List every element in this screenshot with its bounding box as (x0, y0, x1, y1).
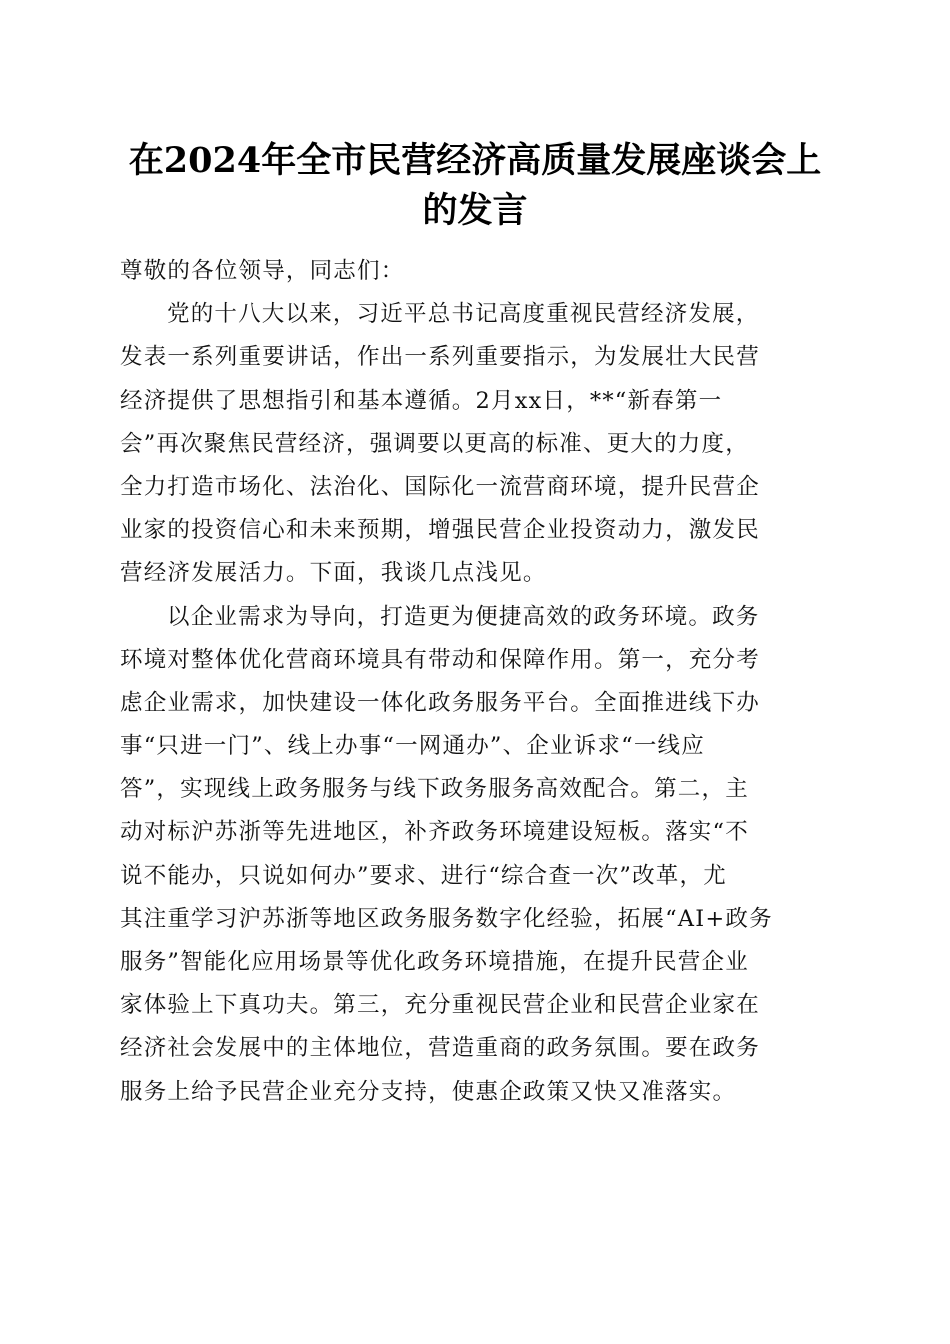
paragraph-line: 事“只进一门”、线上办事“一网通办”、企业诉求“一线应 (120, 733, 705, 760)
paragraph-line: 服务上给予民营企业充分支持，使惠企政策又快又准落实。 (120, 1078, 737, 1105)
title-line: 在2024年全市民营经济高质量发展座谈会上 (128, 140, 822, 181)
paragraph-line: 经济社会发展中的主体地位，营造重商的政务氛围。要在政务 (120, 1035, 760, 1062)
paragraph-line: 经济提供了思想指引和基本遵循。2月xx日，**“新春第一 (120, 387, 723, 414)
paragraph-line: 答”，实现线上政务服务与线下政务服务高效配合。第二，主 (120, 776, 749, 803)
paragraph-line: 会”再次聚焦民营经济，强调要以更高的标准、更大的力度， (120, 430, 749, 457)
paragraph-line: 营经济发展活力。下面，我谈几点浅见。 (120, 560, 547, 587)
document-title (100, 136, 850, 236)
paragraph-line: 其注重学习沪苏浙等地区政务服务数字化经验，拓展“AI+政务 (120, 905, 773, 932)
paragraph-line: 以企业需求为导向，打造更为便捷高效的政务环境。政务 (167, 603, 760, 630)
paragraph-line: 虑企业需求，加快建设一体化政务服务平台。全面推进线下办 (120, 689, 760, 716)
paragraph-line: 党的十八大以来，习近平总书记高度重视民营经济发展， (167, 301, 760, 328)
paragraph-line: 家体验上下真功夫。第三，充分重视民营企业和民营企业家在 (120, 992, 760, 1019)
title-line: 的发言 (422, 190, 528, 231)
document-body (120, 250, 830, 1114)
paragraph-line: 业家的投资信心和未来预期，增强民营企业投资动力，激发民 (120, 517, 760, 544)
paragraph-line: 全力打造市场化、法治化、国际化一流营商环境，提升民营企 (120, 473, 760, 500)
paragraph-line: 发表一系列重要讲话，作出一系列重要指示，为发展壮大民营 (120, 344, 760, 371)
paragraph-line: 环境对整体优化营商环境具有带动和保障作用。第一，充分考 (120, 646, 760, 673)
paragraph-line: 动对标沪苏浙等先进地区，补齐政务环境建设短板。落实“不 (120, 819, 749, 846)
paragraph-line: 说不能办，只说如何办”要求、进行“综合查一次”改革，尤 (120, 862, 727, 889)
salutation: 尊敬的各位领导，同志们： (120, 258, 405, 284)
paragraph (120, 596, 830, 1114)
paragraph (120, 293, 830, 595)
paragraph-line: 服务”智能化应用场景等优化政务环境措施，在提升民营企业 (120, 949, 749, 975)
